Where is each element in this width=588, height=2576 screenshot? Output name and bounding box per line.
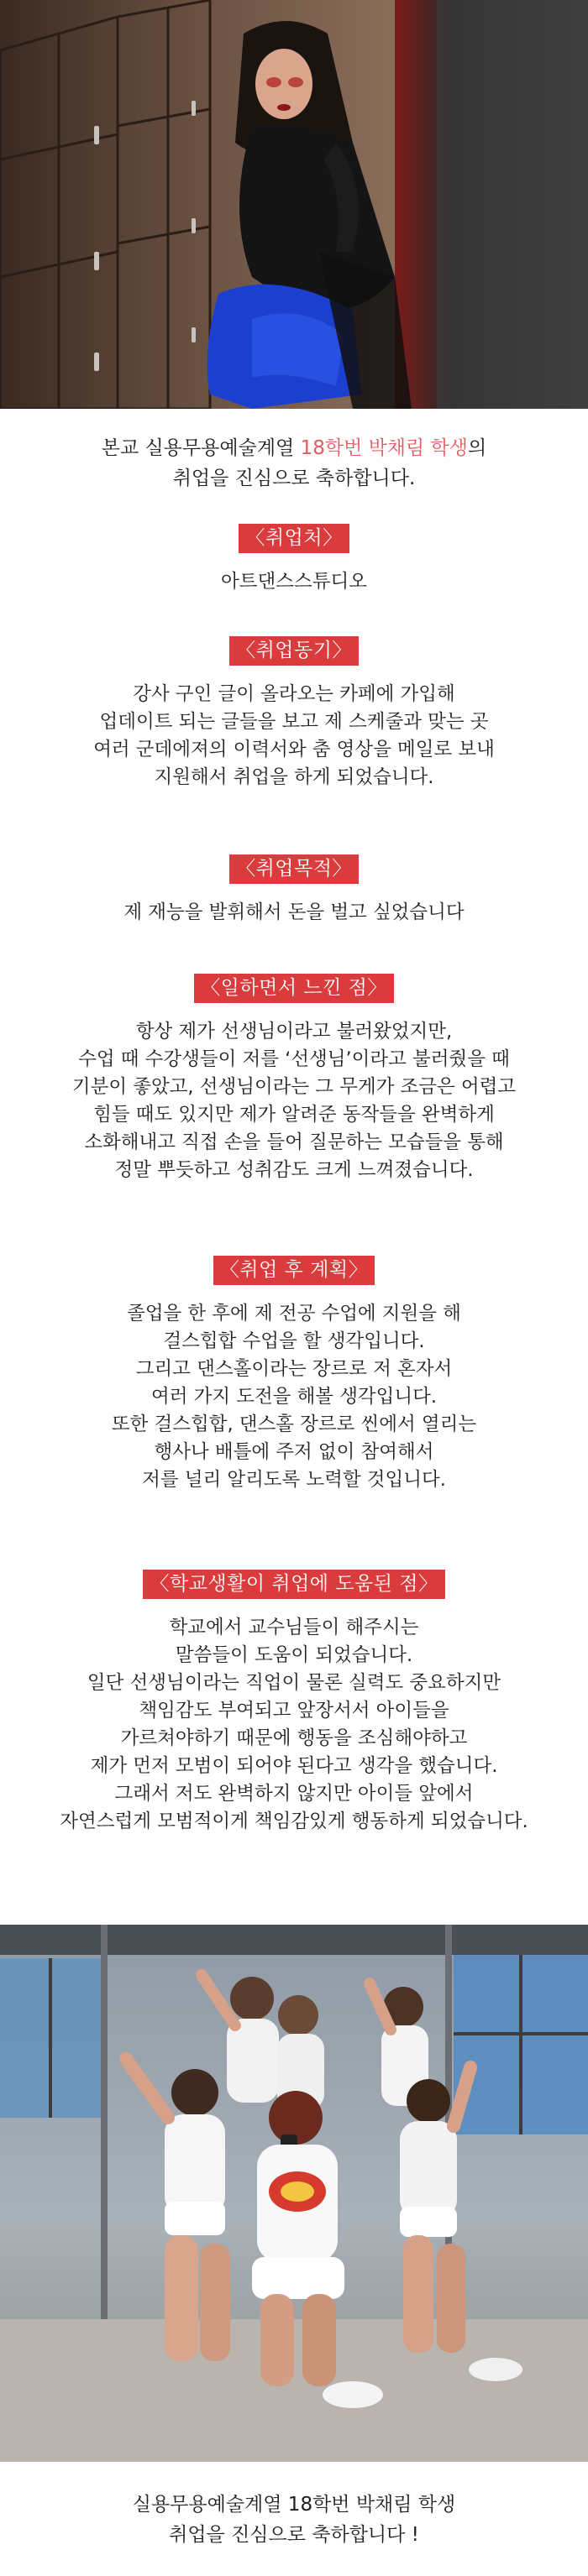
intro-line-1-suffix: 의 [468, 437, 487, 459]
section-feeling-body [0, 1018, 588, 1184]
section-feeling-line: 힘들 때도 있지만 제가 알려준 동작들을 완벽하게 [93, 1104, 495, 1126]
intro-message [0, 433, 588, 494]
section-school-tag: 〈학교생활이 취업에 도움된 점〉 [143, 1570, 444, 1599]
section-purpose [0, 854, 588, 927]
section-plan-line: 행사나 배틀에 주저 없이 참여해서 [154, 1441, 434, 1463]
section-school-line: 그래서 저도 완벽하지 않지만 아이들 앞에서 [114, 1783, 474, 1805]
section-motive-body [0, 681, 588, 792]
section-plan-line: 그리고 댄스홀이라는 장르로 저 혼자서 [135, 1358, 453, 1380]
section-school-line: 학교에서 교수님들이 해주시는 [169, 1617, 419, 1638]
outro-message [0, 2490, 588, 2550]
section-feeling-line: 소화해내고 직접 손을 들어 질문하는 모습들을 통해 [84, 1131, 504, 1153]
section-company-tag: 〈취업처〉 [239, 524, 349, 553]
top-portrait-photo [0, 0, 588, 409]
section-plan-line: 또한 걸스힙합, 댄스홀 장르로 씬에서 열리는 [111, 1413, 477, 1435]
section-motive-line: 강사 구인 글이 올라오는 카페에 가입해 [133, 683, 455, 705]
section-school-line: 가르쳐야하기 때문에 행동을 조심해야하고 [120, 1727, 468, 1749]
section-plan-line: 졸업을 한 후에 제 전공 수업에 지원을 해 [127, 1303, 461, 1325]
section-school-line: 책임감도 부여되고 앞장서서 아이들을 [139, 1700, 449, 1722]
section-school-line: 제가 먼저 모범이 되어야 된다고 생각을 했습니다. [90, 1755, 498, 1777]
section-purpose-tag: 〈취업목적〉 [229, 854, 359, 884]
section-plan-line: 걸스힙합 수업을 할 생각입니다. [163, 1330, 425, 1352]
section-motive-line: 업데이트 되는 글들을 보고 제 스케줄과 맞는 곳 [99, 711, 489, 733]
section-school-line: 자연스럽게 모범적이게 책임감있게 행동하게 되었습니다. [60, 1811, 528, 1832]
section-motive-tag: 〈취업동기〉 [229, 636, 359, 666]
section-motive [0, 636, 588, 792]
section-company [0, 524, 588, 596]
intro-line-1 [0, 433, 588, 463]
section-feeling [0, 974, 588, 1184]
section-plan-body [0, 1300, 588, 1494]
section-purpose-body [0, 899, 588, 927]
section-feeling-line: 정말 뿌듯하고 성취감도 크게 느껴졌습니다. [114, 1159, 474, 1181]
section-plan [0, 1256, 588, 1494]
outro-line-2: 취업을 진심으로 축하합니다 ! [169, 2524, 419, 2546]
group-dance-photo [0, 1925, 588, 2462]
section-feeling-line: 기분이 좋았고, 선생님이라는 그 무게가 조금은 어렵고 [71, 1076, 517, 1098]
section-motive-line: 지원해서 취업을 하게 되었습니다. [154, 766, 434, 788]
intro-line-1-prefix: 본교 실용무용예술계열 [101, 437, 301, 459]
section-feeling-line: 수업 때 수강생들이 저를 ‘선생님’이라고 불러줬을 때 [78, 1048, 510, 1070]
section-plan-tag: 〈취업 후 계획〉 [213, 1256, 375, 1285]
section-company-body [0, 568, 588, 596]
intro-line-2: 취업을 진심으로 축하합니다. [172, 468, 416, 489]
section-feeling-line: 항상 제가 선생님이라고 불러왔었지만, [135, 1021, 453, 1042]
section-purpose-line: 제 재능을 발휘해서 돈을 벌고 싶었습니다 [123, 901, 465, 923]
section-plan-line: 저를 널리 알리도록 노력할 것입니다. [142, 1469, 446, 1491]
section-school-line: 일단 선생님이라는 직업이 물론 실력도 중요하지만 [87, 1672, 501, 1694]
section-company-line: 아트댄스스튜디오 [221, 571, 367, 593]
outro-line-1: 실용무용예술계열 18학번 박채림 학생 [132, 2494, 456, 2516]
section-school-line: 말씀들이 도움이 되었습니다. [175, 1644, 413, 1666]
section-motive-line: 여러 군데에져의 이력서와 춤 영상을 메일로 보내 [93, 739, 495, 760]
section-feeling-tag: 〈일하면서 느낀 점〉 [194, 974, 394, 1003]
section-school [0, 1570, 588, 1836]
section-plan-line: 여러 가지 도전을 해볼 생각입니다. [150, 1386, 438, 1408]
student-highlight: 18학번 박채림 학생 [300, 437, 468, 459]
section-school-body [0, 1614, 588, 1836]
